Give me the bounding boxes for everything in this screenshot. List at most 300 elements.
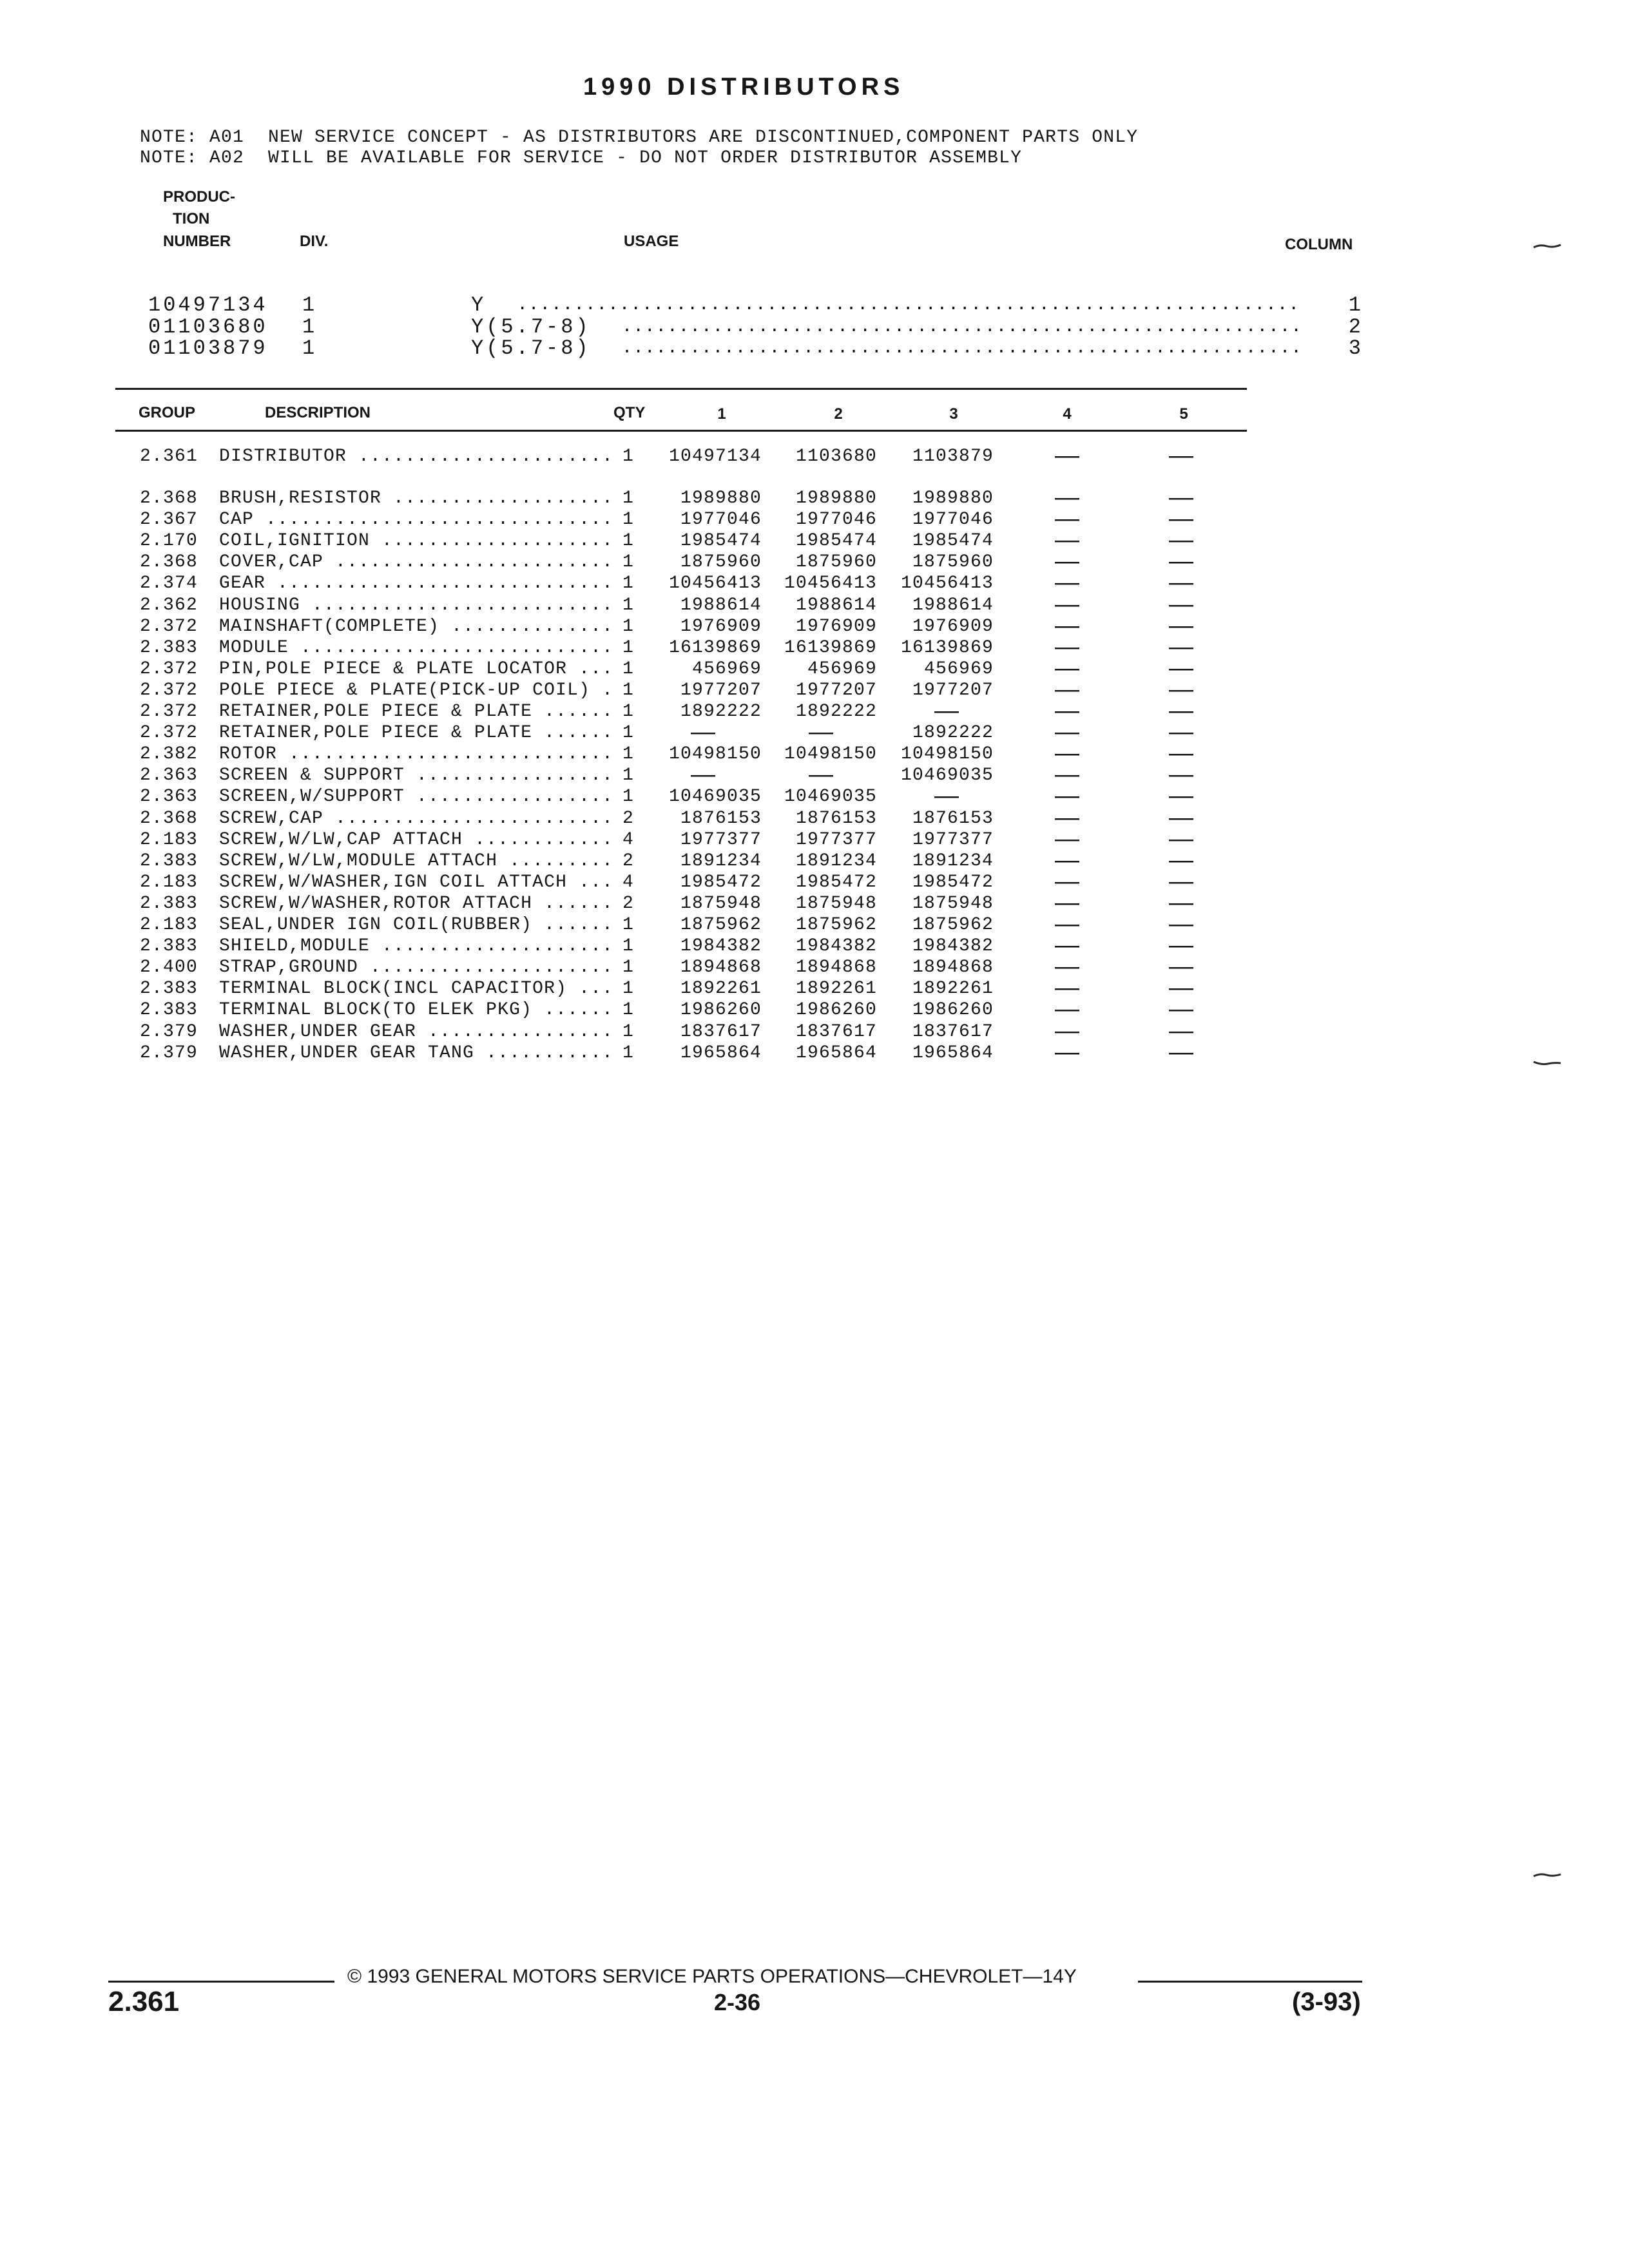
dot-leader <box>532 701 611 722</box>
column-number: 2 <box>1348 314 1361 339</box>
not-applicable-dash-col-5: — <box>1169 910 1193 937</box>
dot-leader <box>591 316 1304 338</box>
part-number-col-1: 1875962 <box>680 915 762 935</box>
quantity: 1 <box>622 573 635 594</box>
not-applicable-dash-col-5: — <box>1169 995 1193 1023</box>
part-number-col-1: 1985472 <box>680 872 762 892</box>
description-cell <box>219 616 611 637</box>
dot-leader <box>323 552 611 573</box>
part-number-col-3: 10456413 <box>900 573 994 594</box>
usage-text: Y(5.7-8) <box>471 338 591 360</box>
part-description: RETAINER,POLE PIECE & PLATE <box>219 702 533 722</box>
part-number-col-1: 1894868 <box>680 957 762 978</box>
quantity: 1 <box>622 637 635 658</box>
table-row <box>0 590 1629 618</box>
production-number-header-line3: NUMBER <box>163 233 231 250</box>
quantity: 1 <box>622 702 635 722</box>
dot-leader <box>405 786 611 807</box>
group-number: 2.368 <box>140 488 198 508</box>
dot-leader <box>590 680 611 701</box>
part-number-col-3: 1892261 <box>912 979 994 999</box>
group-number: 2.372 <box>140 723 198 744</box>
part-number-col-3: 1837617 <box>912 1021 994 1042</box>
description-cell <box>219 936 611 957</box>
part-number-col-3: 1876153 <box>912 808 994 829</box>
not-applicable-dash-col-5: — <box>1169 505 1193 533</box>
note-label: NOTE: A01 <box>140 128 245 148</box>
description-cell <box>219 552 611 573</box>
part-description: SCREW,W/LW,MODULE ATTACH <box>219 850 498 871</box>
dot-leader <box>277 744 611 765</box>
part-number-col-2: 10456413 <box>784 573 877 594</box>
group-number: 2.374 <box>140 573 198 594</box>
group-number: 2.361 <box>140 447 198 466</box>
not-applicable-dash-col-4: — <box>1055 761 1079 789</box>
margin-mark <box>1532 240 1562 253</box>
not-applicable-dash-col-4: — <box>1055 974 1079 1002</box>
group-number: 2.383 <box>140 936 198 957</box>
description-cell <box>219 914 611 936</box>
part-number-col-1: 1892261 <box>680 979 762 999</box>
group-number: 2.379 <box>140 1021 198 1042</box>
not-applicable-dash-col-4: — <box>1055 740 1079 767</box>
group-number: 2.383 <box>140 979 198 999</box>
quantity: 1 <box>622 1000 635 1021</box>
group-number: 2.372 <box>140 658 198 679</box>
quantity: 1 <box>622 616 635 637</box>
dot-leader <box>439 616 611 637</box>
table-row <box>0 484 1629 511</box>
part-number-col-3: 1976909 <box>912 616 994 637</box>
quantity: 1 <box>622 765 635 786</box>
production-row <box>0 316 1629 338</box>
group-number: 2.383 <box>140 893 198 914</box>
part-number-col-1: 1988614 <box>680 595 762 615</box>
description-cell <box>219 680 611 701</box>
dot-leader <box>347 446 611 467</box>
part-number-col-3: 1986260 <box>912 1000 994 1021</box>
dot-leader <box>405 765 611 786</box>
quantity: 1 <box>622 552 635 573</box>
quantity: 2 <box>622 893 635 914</box>
not-applicable-dash-col-5: — <box>1169 867 1193 895</box>
table-row <box>0 953 1629 981</box>
column-4-header: 4 <box>1063 405 1072 423</box>
table-row <box>0 526 1629 554</box>
part-description: RETAINER,POLE PIECE & PLATE <box>219 723 533 744</box>
copyright-line: © 1993 GENERAL MOTORS SERVICE PARTS OPERATIONS—CHEVROLET—14Y <box>347 1966 1077 1987</box>
not-applicable-dash-col-4: — <box>1055 548 1079 575</box>
part-number-col-2: 1103680 <box>795 447 877 466</box>
production-number-header-line2: TION <box>173 210 210 227</box>
part-number-col-3: 1965864 <box>912 1043 994 1063</box>
not-applicable-dash-col-5: — <box>1169 1017 1193 1044</box>
note-text: WILL BE AVAILABLE FOR SERVICE - DO NOT ORDER DISTRIBUTOR ASSEMBLY <box>268 148 1023 168</box>
table-row <box>0 803 1629 831</box>
part-number-col-1: 1891234 <box>680 850 762 871</box>
part-number-col-2: 10498150 <box>784 744 877 765</box>
group-number: 2.363 <box>140 787 198 807</box>
part-description: SCREEN & SUPPORT <box>219 765 405 786</box>
not-applicable-dash-col-1: — <box>691 718 715 746</box>
group-header: GROUP <box>139 404 196 421</box>
description-cell <box>219 530 611 552</box>
part-number-col-3: 1988614 <box>912 595 994 615</box>
group-number: 2.383 <box>140 850 198 871</box>
usage-text: Y <box>471 294 487 316</box>
page-number: 2-36 <box>714 1989 761 2015</box>
division-code: 1 <box>302 314 318 339</box>
production-number-header-line1: PRODUC- <box>163 188 235 206</box>
note-label: NOTE: A02 <box>140 148 245 168</box>
description-cell <box>219 999 611 1021</box>
usage-cell <box>471 338 1304 360</box>
group-number: 2.372 <box>140 680 198 700</box>
column-3-header: 3 <box>949 405 958 423</box>
column-5-header: 5 <box>1179 405 1188 423</box>
not-applicable-dash-col-2: — <box>809 718 833 746</box>
part-number-col-1: 10469035 <box>668 787 762 807</box>
quantity: 2 <box>622 808 635 829</box>
table-row <box>0 505 1629 533</box>
table-row <box>0 675 1629 703</box>
table-row <box>0 867 1629 895</box>
footer-rule-right <box>1138 1981 1362 1983</box>
part-number-col-3: 1894868 <box>912 957 994 978</box>
not-applicable-dash-col-5: — <box>1169 697 1193 724</box>
quantity: 1 <box>622 979 635 999</box>
part-number-col-1: 1837617 <box>680 1021 762 1042</box>
part-description: PIN,POLE PIECE & PLATE LOCATOR <box>219 658 568 679</box>
not-applicable-dash-col-4: — <box>1055 569 1079 597</box>
part-number-col-3: 1985472 <box>912 872 994 892</box>
part-number-col-2: 1989880 <box>795 488 877 508</box>
quantity: 1 <box>622 488 635 508</box>
part-description: GEAR <box>219 573 266 594</box>
part-number-col-2: 10469035 <box>784 787 877 807</box>
dot-leader <box>254 509 611 530</box>
description-cell <box>219 765 611 786</box>
part-number-col-1: 1984382 <box>680 936 762 957</box>
description-cell <box>219 701 611 722</box>
part-description: SHIELD,MODULE <box>219 936 371 957</box>
column-number: 3 <box>1348 336 1361 360</box>
description-cell <box>219 850 611 872</box>
not-applicable-dash-col-5: — <box>1169 825 1193 852</box>
description-cell <box>219 595 611 616</box>
part-description: SCREW,W/LW,CAP ATTACH <box>219 829 463 850</box>
dot-leader <box>370 936 611 957</box>
quantity: 1 <box>622 723 635 744</box>
not-applicable-dash-col-5: — <box>1169 548 1193 575</box>
description-cell <box>219 744 611 765</box>
not-applicable-dash-col-4: — <box>1055 633 1079 660</box>
part-number-col-3: 16139869 <box>900 637 994 658</box>
quantity: 1 <box>622 531 635 552</box>
not-applicable-dash-col-4: — <box>1055 675 1079 703</box>
page-title: 1990 DISTRIBUTORS <box>583 73 905 101</box>
dot-leader <box>463 829 611 850</box>
part-description: SCREW,W/WASHER,IGN COIL ATTACH <box>219 872 568 892</box>
not-applicable-dash-col-5: — <box>1169 569 1193 597</box>
part-number-col-1: 1965864 <box>680 1043 762 1063</box>
group-number: 2.372 <box>140 616 198 637</box>
description-cell <box>219 808 611 829</box>
part-number-col-2: 1977046 <box>795 510 877 530</box>
quantity: 1 <box>622 658 635 679</box>
not-applicable-dash-col-5: — <box>1169 718 1193 746</box>
group-number: 2.362 <box>140 595 198 615</box>
part-number-col-1: 1977046 <box>680 510 762 530</box>
column-1-header: 1 <box>717 405 726 423</box>
part-number-col-3: 1875960 <box>912 552 994 573</box>
not-applicable-dash-col-5: — <box>1169 484 1193 511</box>
quantity: 1 <box>622 447 635 466</box>
not-applicable-dash-col-4: — <box>1055 442 1079 469</box>
dot-leader <box>370 530 611 552</box>
not-applicable-dash-col-4: — <box>1055 995 1079 1023</box>
not-applicable-dash-col-5: — <box>1169 1038 1193 1066</box>
group-number: 2.368 <box>140 808 198 829</box>
column-2-header: 2 <box>834 405 843 423</box>
description-cell <box>219 722 611 744</box>
part-description: CAP <box>219 510 255 530</box>
qty-header: QTY <box>613 404 646 421</box>
description-cell <box>219 1021 611 1043</box>
not-applicable-dash-col-5: — <box>1169 932 1193 959</box>
part-number-col-2: 1894868 <box>795 957 877 978</box>
usage-cell <box>471 294 1304 316</box>
not-applicable-dash-col-5: — <box>1169 846 1193 874</box>
part-number-col-1: 1892222 <box>680 702 762 722</box>
not-applicable-dash-col-5: — <box>1169 803 1193 831</box>
table-row <box>0 910 1629 937</box>
part-description: HOUSING <box>219 595 301 615</box>
production-row <box>0 338 1629 360</box>
usage-header: USAGE <box>624 233 679 250</box>
table-row <box>0 548 1629 575</box>
part-description: SCREW,W/WASHER,ROTOR ATTACH <box>219 893 533 914</box>
part-number-col-2: 16139869 <box>784 637 877 658</box>
part-number-col-3: 1985474 <box>912 531 994 552</box>
part-number-col-1: 1989880 <box>680 488 762 508</box>
not-applicable-dash-col-3: — <box>934 782 959 810</box>
group-number: 2.363 <box>140 765 198 786</box>
part-number-col-2: 1985472 <box>795 872 877 892</box>
description-cell <box>219 446 611 467</box>
description-cell <box>219 872 611 893</box>
dot-leader <box>323 808 611 829</box>
part-number-col-2: 1988614 <box>795 595 877 615</box>
column-number: 1 <box>1348 293 1361 317</box>
dot-leader <box>289 637 611 658</box>
not-applicable-dash-col-2: — <box>809 761 833 789</box>
group-number: 2.183 <box>140 829 198 850</box>
part-number-col-2: 1965864 <box>795 1043 877 1063</box>
group-number: 2.183 <box>140 872 198 892</box>
dot-leader <box>486 294 1304 316</box>
dot-leader <box>567 872 611 893</box>
quantity: 1 <box>622 787 635 807</box>
table-row <box>0 611 1629 639</box>
part-description: SCREEN,W/SUPPORT <box>219 787 405 807</box>
description-header: DESCRIPTION <box>265 404 371 421</box>
part-number-col-3: 1875962 <box>912 915 994 935</box>
part-number-col-2: 1976909 <box>795 616 877 637</box>
table-row <box>0 633 1629 660</box>
part-description: DISTRIBUTOR <box>219 447 347 466</box>
quantity: 1 <box>622 595 635 615</box>
part-number-col-1: 1986260 <box>680 1000 762 1021</box>
part-number-col-2: 1876153 <box>795 808 877 829</box>
dot-leader <box>591 338 1304 360</box>
not-applicable-dash-col-5: — <box>1169 889 1193 916</box>
dot-leader <box>497 850 611 872</box>
group-number: 2.382 <box>140 744 198 765</box>
section-number: 2.361 <box>108 1986 180 2017</box>
group-number: 2.379 <box>140 1043 198 1063</box>
part-description: ROTOR <box>219 744 278 765</box>
quantity: 1 <box>622 680 635 700</box>
group-number: 2.367 <box>140 510 198 530</box>
margin-mark <box>1532 1869 1562 1881</box>
production-row <box>0 294 1629 316</box>
not-applicable-dash-col-5: — <box>1169 953 1193 981</box>
not-applicable-dash-col-5: — <box>1169 974 1193 1002</box>
part-number-col-1: 10456413 <box>668 573 762 594</box>
part-number-col-1: 1876153 <box>680 808 762 829</box>
part-number-col-1: 456969 <box>691 658 762 679</box>
quantity: 4 <box>622 829 635 850</box>
not-applicable-dash-col-5: — <box>1169 442 1193 469</box>
part-number-col-1: 1977377 <box>680 829 762 850</box>
usage-text: Y(5.7-8) <box>471 316 591 338</box>
part-number-col-2: 1985474 <box>795 531 877 552</box>
quantity: 1 <box>622 1043 635 1063</box>
part-number-col-1: 1977207 <box>680 680 762 700</box>
description-cell <box>219 786 611 807</box>
not-applicable-dash-col-4: — <box>1055 1038 1079 1066</box>
part-number-col-3: 1977046 <box>912 510 994 530</box>
group-number: 2.383 <box>140 1000 198 1021</box>
dot-leader <box>265 573 611 594</box>
division-header: DIV. <box>300 233 329 250</box>
group-number: 2.170 <box>140 531 198 552</box>
not-applicable-dash-col-4: — <box>1055 718 1079 746</box>
table-row <box>0 995 1629 1023</box>
part-description: POLE PIECE & PLATE(PICK-UP COIL) <box>219 680 591 700</box>
dot-leader <box>474 1043 611 1064</box>
part-number-col-2: 1977207 <box>795 680 877 700</box>
not-applicable-dash-col-4: — <box>1055 910 1079 937</box>
margin-mark <box>1532 1057 1562 1070</box>
table-header-rule <box>115 430 1247 432</box>
quantity: 1 <box>622 957 635 978</box>
part-number-col-3: 1977207 <box>912 680 994 700</box>
part-number-col-2: 1891234 <box>795 850 877 871</box>
part-description: SEAL,UNDER IGN COIL(RUBBER) <box>219 915 533 935</box>
part-number-col-2: 1892261 <box>795 979 877 999</box>
column-header: COLUMN <box>1285 236 1353 253</box>
table-row <box>0 1038 1629 1066</box>
not-applicable-dash-col-5: — <box>1169 675 1193 703</box>
description-cell <box>219 488 611 509</box>
not-applicable-dash-col-3: — <box>934 697 959 724</box>
part-number-col-2: 1977377 <box>795 829 877 850</box>
not-applicable-dash-col-4: — <box>1055 932 1079 959</box>
part-number-col-1: 10498150 <box>668 744 762 765</box>
not-applicable-dash-col-4: — <box>1055 846 1079 874</box>
dot-leader <box>416 1021 611 1043</box>
part-number-col-2: 456969 <box>807 658 877 679</box>
part-number-col-3: 456969 <box>923 658 994 679</box>
group-number: 2.383 <box>140 637 198 658</box>
not-applicable-dash-col-4: — <box>1055 803 1079 831</box>
part-number-col-1: 10497134 <box>668 447 762 466</box>
table-row <box>0 761 1629 789</box>
description-cell <box>219 829 611 850</box>
part-number-col-1: 16139869 <box>668 637 762 658</box>
description-cell <box>219 637 611 658</box>
part-number-col-3: 1977377 <box>912 829 994 850</box>
part-number-col-3: 1891234 <box>912 850 994 871</box>
table-row <box>0 846 1629 874</box>
table-row <box>0 932 1629 959</box>
part-number-col-3: 1989880 <box>912 488 994 508</box>
description-cell <box>219 509 611 530</box>
quantity: 1 <box>622 1021 635 1042</box>
part-number-col-2: 1892222 <box>795 702 877 722</box>
table-row <box>0 442 1629 469</box>
part-number-col-2: 1875948 <box>795 893 877 914</box>
division-code: 1 <box>302 293 318 317</box>
part-number-col-1: 1976909 <box>680 616 762 637</box>
part-number-col-1: 1875948 <box>680 893 762 914</box>
table-row <box>0 825 1629 852</box>
revision-date: (3-93) <box>1292 1988 1361 2016</box>
part-description: MODULE <box>219 637 289 658</box>
not-applicable-dash-col-1: — <box>691 761 715 789</box>
part-description: BRUSH,RESISTOR <box>219 488 382 508</box>
part-number-col-2: 1875960 <box>795 552 877 573</box>
part-number-col-3: 1892222 <box>912 723 994 744</box>
not-applicable-dash-col-5: — <box>1169 590 1193 618</box>
part-number-col-2: 1875962 <box>795 915 877 935</box>
not-applicable-dash-col-4: — <box>1055 590 1079 618</box>
quantity: 1 <box>622 936 635 957</box>
part-number-col-2: 1984382 <box>795 936 877 957</box>
description-cell <box>219 978 611 999</box>
part-number-col-1: 1985474 <box>680 531 762 552</box>
description-cell <box>219 893 611 914</box>
table-row <box>0 1017 1629 1044</box>
description-cell <box>219 658 611 680</box>
not-applicable-dash-col-4: — <box>1055 611 1079 639</box>
quantity: 1 <box>622 510 635 530</box>
dot-leader <box>300 595 611 616</box>
not-applicable-dash-col-5: — <box>1169 633 1193 660</box>
usage-cell <box>471 316 1304 338</box>
table-row <box>0 974 1629 1002</box>
production-number: 10497134 <box>148 293 268 317</box>
part-description: SCREW,CAP <box>219 808 324 829</box>
part-description: COIL,IGNITION <box>219 531 371 552</box>
table-top-rule <box>115 388 1247 390</box>
not-applicable-dash-col-4: — <box>1055 1017 1079 1044</box>
not-applicable-dash-col-4: — <box>1055 697 1079 724</box>
not-applicable-dash-col-4: — <box>1055 953 1079 981</box>
not-applicable-dash-col-5: — <box>1169 526 1193 554</box>
